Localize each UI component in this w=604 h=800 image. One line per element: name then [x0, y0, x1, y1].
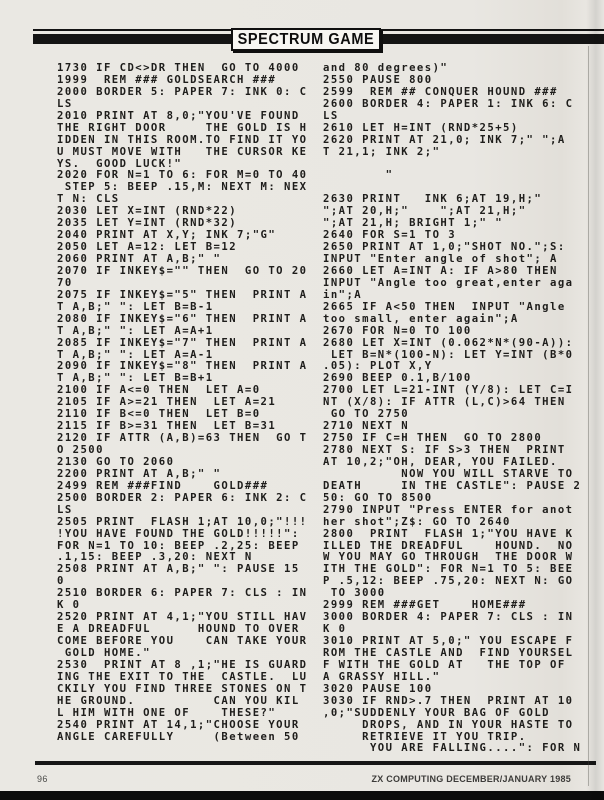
- code-line: !YOU HAVE FOUND THE GOLD!!!!!":: [57, 527, 300, 540]
- code-line: AT 10,2;"OH, DEAR, YOU FAILED.: [323, 455, 558, 468]
- code-line: 2080 IF INKEY$="6" THEN PRINT A: [57, 312, 308, 325]
- code-line: ITH THE GOLD": FOR N=1 TO 5: BEE: [323, 563, 574, 576]
- code-line: 3020 PAUSE 100: [323, 682, 433, 695]
- code-line: 2100 IF A<=0 THEN LET A=0: [57, 384, 261, 397]
- code-line: RETRIEVE IT YOU TRIP.: [323, 730, 527, 743]
- code-line: 2040 PRINT AT X,Y; INK 7;"G": [57, 229, 277, 242]
- code-line: T A,B;" ": LET A=A+1: [57, 324, 214, 337]
- code-line: 2030 LET X=INT (RND*22): [57, 205, 238, 218]
- code-line: ";AT 20,H;" ";AT 21,H;": [323, 205, 527, 218]
- code-line: NT (X/8): IF ATTR (L,C)>64 THEN: [323, 396, 566, 409]
- code-line: LET B=N*(100-N): LET Y=INT (B*0: [323, 348, 574, 361]
- code-line: 2510 BORDER 6: PAPER 7: CLS : IN: [57, 587, 308, 600]
- code-line: 2200 PRINT AT A,B;" ": [57, 467, 222, 480]
- code-line: 2750 IF C=H THEN GO TO 2800: [323, 432, 543, 445]
- code-column-left: [57, 63, 329, 743]
- code-line: W YOU MAY GO THROUGH THE DOOR W: [323, 551, 574, 564]
- page-number: 96: [37, 774, 48, 784]
- code-line: 2800 PRINT FLASH 1;"YOU HAVE K: [323, 527, 574, 540]
- code-line: 70: [57, 276, 73, 289]
- code-line: T A,B;" ": LET A=A-1: [57, 348, 214, 361]
- code-line: F WITH THE GOLD AT THE TOP OF: [323, 658, 566, 671]
- code-line: 2710 NEXT N: [323, 420, 410, 433]
- code-line: 2120 IF ATTR (A,B)=63 THEN GO T: [57, 432, 308, 445]
- code-line: P .5,12: BEEP .75,20: NEXT N: GO: [323, 575, 574, 588]
- code-line: in";A: [323, 288, 363, 301]
- code-line: 3030 IF RND>.7 THEN PRINT AT 10: [323, 694, 574, 707]
- code-line: E A DREADFUL HOUND TO OVER: [57, 623, 300, 636]
- code-line: 2660 LET A=INT A: IF A>80 THEN: [323, 264, 558, 277]
- code-line: ANGLE CAREFULLY (Between 50: [57, 730, 300, 743]
- header-banner: [0, 0, 604, 56]
- code-line: IDDEN IN THIS ROOM.TO FIND IT YO: [57, 133, 308, 146]
- code-line: too small, enter again";A: [323, 312, 519, 325]
- code-line: 2020 FOR N=1 TO 6: FOR M=0 TO 40: [57, 169, 308, 182]
- section-title-box: [231, 28, 381, 51]
- code-line: 2665 IF A<50 THEN INPUT "Angle: [323, 300, 566, 313]
- code-line: .05): PLOT X,Y: [323, 360, 433, 373]
- code-line: 2630 PRINT INK 6;AT 19,H;": [323, 193, 543, 206]
- code-line: 1730 IF CD<>DR THEN GO TO 4000: [57, 62, 300, 74]
- code-line: 2700 LET L=21-INT (Y/8): LET C=I: [323, 384, 574, 397]
- code-line: 2599 REM ## CONQUER HOUND ###: [323, 85, 558, 98]
- code-line: CKILY YOU FIND THREE STONES ON T: [57, 682, 308, 695]
- code-line: 2680 LET X=INT (0.062*N*(90-A)):: [323, 336, 574, 349]
- code-line: 2105 IF A>=21 THEN LET A=21: [57, 396, 277, 409]
- code-line: 2010 PRINT AT 8,0;"YOU'VE FOUND: [57, 109, 308, 122]
- code-line: 2035 LET Y=INT (RND*32): [57, 217, 238, 230]
- code-line: and 80 degrees)": [323, 62, 449, 74]
- code-line: 2780 NEXT S: IF S>3 THEN PRINT: [323, 444, 566, 456]
- bottom-edge-bar: [0, 791, 604, 800]
- code-line: ILLED THE DREADFUL HOUND. NO: [323, 539, 574, 552]
- code-line: 2550 PAUSE 800: [323, 73, 433, 86]
- code-line: ": [323, 169, 394, 182]
- code-line: 3010 PRINT AT 5,0;" YOU ESCAPE F: [323, 635, 574, 647]
- code-line: 2620 PRINT AT 21,0; INK 7;" ";A: [323, 133, 566, 146]
- code-line: A GRASSY HILL.": [323, 670, 441, 683]
- code-line: 2060 PRINT AT A,B;" ": [57, 253, 222, 265]
- code-line: 0: [57, 575, 65, 588]
- code-line: T 21,1; INK 2;": [323, 145, 441, 158]
- code-line: 3000 BORDER 4: PAPER 7: CLS : IN: [323, 611, 574, 624]
- footer-rule: [35, 761, 596, 765]
- code-line: 2540 PRINT AT 14,1;"CHOOSE YOUR: [57, 718, 308, 731]
- code-line: 2650 PRINT AT 1,0;"SHOT NO.";S:: [323, 241, 566, 254]
- code-line: 2000 BORDER 5: PAPER 7: INK 0: C: [57, 85, 308, 98]
- code-line: 2600 BORDER 4: PAPER 1: INK 6: C: [323, 97, 574, 110]
- code-line: 2790 INPUT "Press ENTER for anot: [323, 503, 574, 516]
- code-line: FOR N=1 TO 10: BEEP .2,25: BEEP: [57, 539, 300, 552]
- code-line: 2115 IF B>=31 THEN LET B=31: [57, 420, 277, 433]
- code-line: 2070 IF INKEY$="" THEN GO TO 20: [57, 264, 308, 277]
- code-line: GO TO 2750: [323, 408, 410, 421]
- code-column-right: [323, 63, 595, 755]
- code-line: her shot";Z$: GO TO 2640: [323, 515, 511, 528]
- code-line: LS: [57, 503, 73, 516]
- code-line: NOW YOU WILL STARVE TO: [323, 467, 574, 480]
- magazine-title: ZX COMPUTING DECEMBER/JANUARY 1985: [371, 774, 571, 784]
- code-line: 2085 IF INKEY$="7" THEN PRINT A: [57, 336, 308, 349]
- code-line: YOU ARE FALLING....": FOR N: [323, 742, 582, 755]
- code-line: ING THE EXIT TO THE CASTLE. LU: [57, 670, 308, 683]
- code-line: 2670 FOR N=0 TO 100: [323, 324, 472, 337]
- code-line: 2110 IF B<=0 THEN LET B=0: [57, 408, 261, 421]
- code-line: T A,B;" ": LET B=B-1: [57, 300, 214, 313]
- code-line: 50: GO TO 8500: [323, 491, 433, 504]
- code-line: .1,15: BEEP .3,20: NEXT N: [57, 551, 253, 564]
- code-line: 2999 REM ###GET HOME###: [323, 599, 527, 612]
- code-line: INPUT "Angle too great,enter aga: [323, 276, 574, 289]
- code-line: GOLD HOME.": [57, 646, 151, 659]
- code-line: ";AT 21,H; BRIGHT 1;" ": [323, 217, 504, 230]
- code-line: 2530 PRINT AT 8 ,1;"HE IS GUARD: [57, 658, 308, 671]
- code-line: 2500 BORDER 2: PAPER 6: INK 2: C: [57, 491, 308, 504]
- code-line: 2508 PRINT AT A,B;" ": PAUSE 15: [57, 563, 300, 576]
- code-line: T N: CLS: [57, 193, 120, 206]
- code-line: U MUST MOVE WITH THE CURSOR KE: [57, 145, 308, 158]
- code-line: THE RIGHT DOOR THE GOLD IS H: [57, 121, 308, 134]
- code-line: LS: [57, 97, 73, 110]
- code-line: 2520 PRINT AT 4,1;"YOU STILL HAV: [57, 611, 308, 624]
- code-line: TO 3000: [323, 587, 386, 600]
- code-line: 1999 REM ### GOLDSEARCH ###: [57, 73, 277, 86]
- code-line: 2090 IF INKEY$="8" THEN PRINT A: [57, 360, 308, 373]
- code-line: HE GROUND. CAN YOU KIL: [57, 694, 300, 707]
- code-line: 2075 IF INKEY$="5" THEN PRINT A: [57, 288, 308, 301]
- code-line: LS: [323, 109, 339, 122]
- code-line: COME BEFORE YOU CAN TAKE YOUR: [57, 635, 308, 647]
- code-line: INPUT "Enter angle of shot"; A: [323, 253, 558, 265]
- code-line: 2690 BEEP 0.1,B/100: [323, 372, 472, 385]
- code-line: 2499 REM ###FIND GOLD###: [57, 479, 269, 492]
- code-line: DEATH IN THE CASTLE": PAUSE 2: [323, 479, 582, 492]
- code-line: 2610 LET H=INT (RND*25+5): [323, 121, 519, 134]
- code-line: 2130 GO TO 2060: [57, 455, 175, 468]
- code-line: O 2500: [57, 444, 104, 456]
- code-line: K 0: [57, 599, 81, 612]
- code-line: K 0: [323, 623, 347, 636]
- section-title: SPECTRUM GAME: [237, 31, 375, 48]
- code-line: 2640 FOR S=1 TO 3: [323, 229, 457, 242]
- code-line: 2050 LET A=12: LET B=12: [57, 241, 238, 254]
- code-line: T A,B;" ": LET B=B+1: [57, 372, 214, 385]
- code-line: L HIM WITH ONE OF THESE?": [57, 706, 277, 719]
- code-line: ROM THE CASTLE AND FIND YOURSEL: [323, 646, 574, 659]
- code-line: DROPS, AND IN YOUR HASTE TO: [323, 718, 574, 731]
- code-line: ,0;"SUDDENLY YOUR BAG OF GOLD: [323, 706, 551, 719]
- code-line: 2505 PRINT FLASH 1;AT 10,0;"!!!: [57, 515, 308, 528]
- code-line: YS. GOOD LUCK!": [57, 157, 183, 170]
- code-line: STEP 5: BEEP .15,M: NEXT M: NEX: [57, 181, 308, 194]
